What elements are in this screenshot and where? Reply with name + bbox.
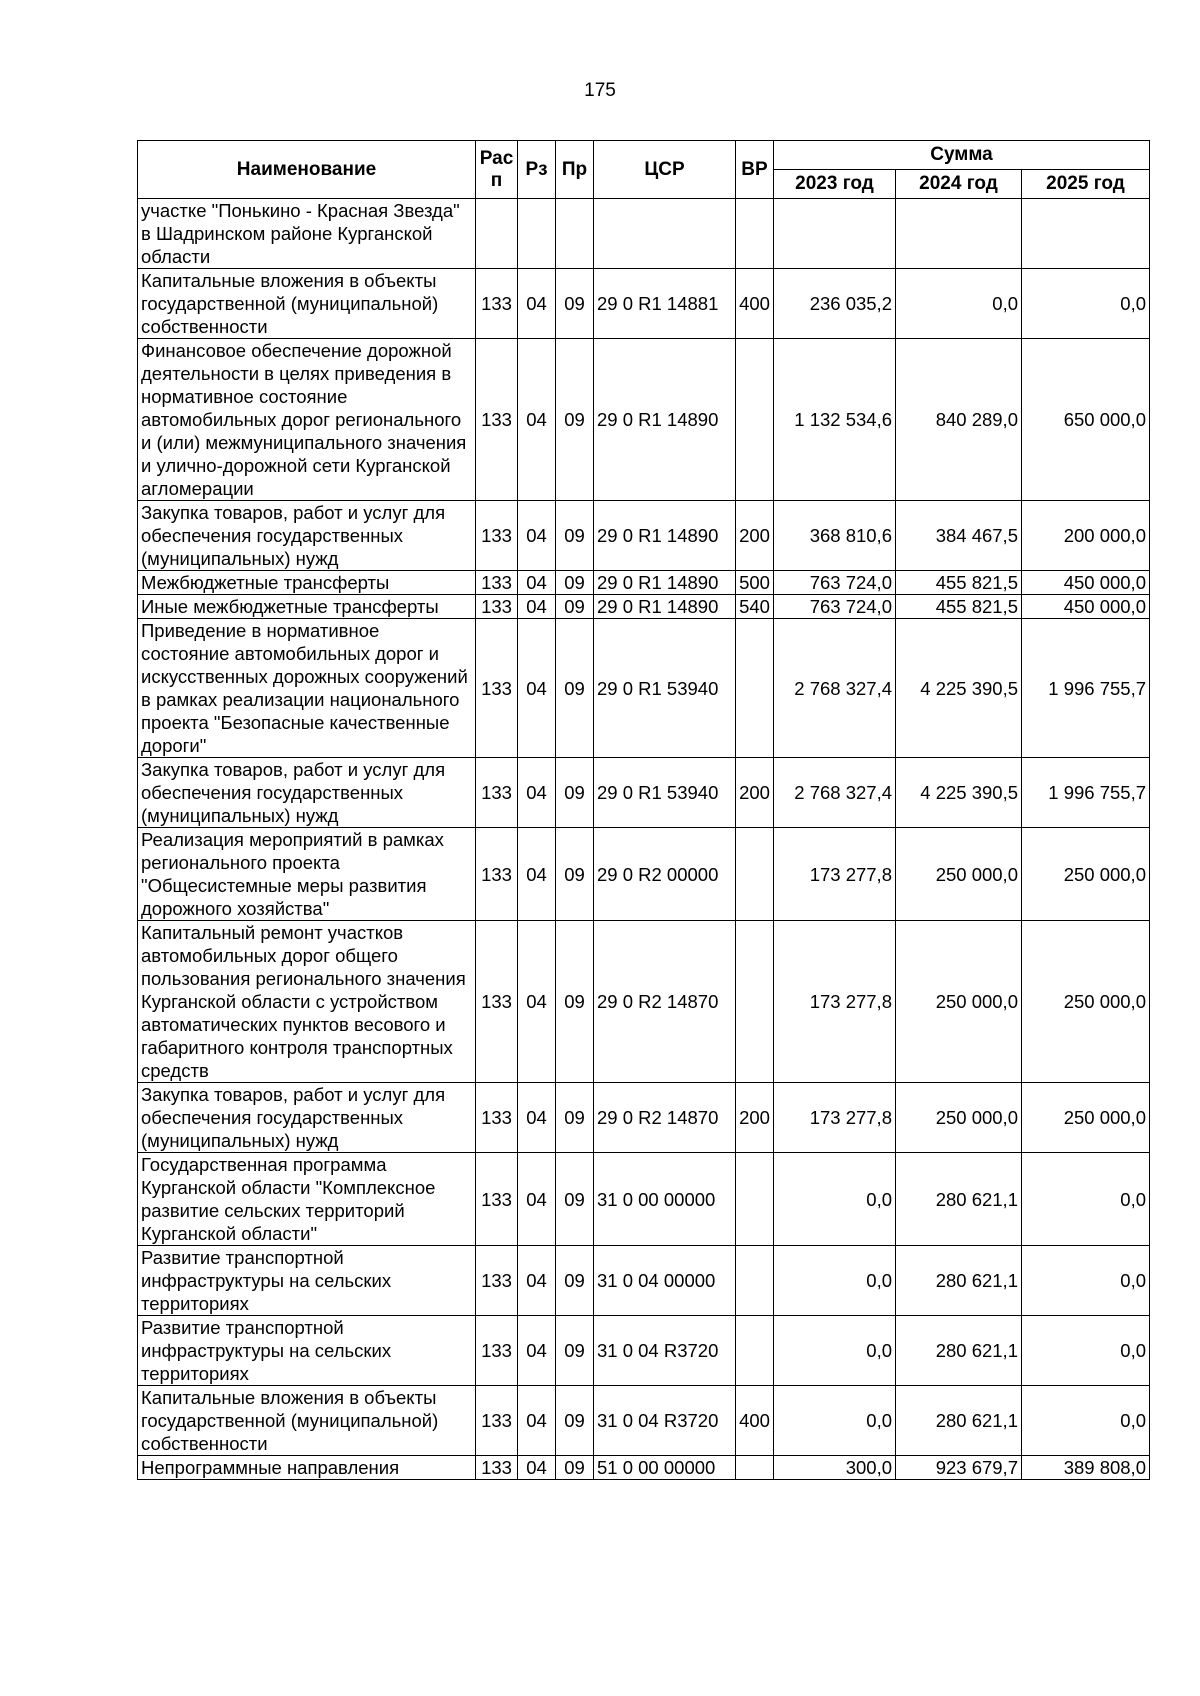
- cell-pr: 09: [556, 1386, 594, 1456]
- cell-name: Капитальные вложения в объекты государственной (муниципальной) собственности: [138, 269, 476, 339]
- header-year-2024: 2024 год: [896, 170, 1022, 199]
- cell-pr: 09: [556, 1083, 594, 1153]
- cell-name: Развитие транспортной инфраструктуры на сельских территориях: [138, 1246, 476, 1316]
- cell-pr: 09: [556, 501, 594, 571]
- cell-vr: [736, 339, 774, 501]
- cell-2024: 280 621,1: [896, 1246, 1022, 1316]
- cell-rasp: 133: [476, 1456, 518, 1480]
- cell-csr: [594, 199, 736, 269]
- cell-vr: [736, 199, 774, 269]
- cell-pr: 09: [556, 1456, 594, 1480]
- cell-2023: 368 810,6: [774, 501, 896, 571]
- cell-rz: 04: [518, 339, 556, 501]
- cell-name: Реализация мероприятий в рамках регионального проекта "Общесистемные меры развития дорожного хозяйства": [138, 828, 476, 921]
- cell-2023: 1 132 534,6: [774, 339, 896, 501]
- table-row: [138, 501, 1150, 571]
- cell-name: участке "Понькино - Красная Звезда" в Шадринском районе Курганской области: [138, 199, 476, 269]
- cell-pr: 09: [556, 269, 594, 339]
- cell-pr: 09: [556, 921, 594, 1083]
- cell-2024: 4 225 390,5: [896, 619, 1022, 758]
- cell-pr: 09: [556, 1316, 594, 1386]
- cell-2024: 280 621,1: [896, 1316, 1022, 1386]
- cell-csr: 51 0 00 00000: [594, 1456, 736, 1480]
- cell-2023: 0,0: [774, 1386, 896, 1456]
- cell-name: Финансовое обеспечение дорожной деятельности в целях приведения в нормативное состояние автомобильных дорог регионального и (или) межмуниципального значения и улично-дорожной сети Курганской агломерации: [138, 339, 476, 501]
- cell-rasp: 133: [476, 921, 518, 1083]
- cell-rasp: 133: [476, 501, 518, 571]
- cell-rasp: 133: [476, 1246, 518, 1316]
- cell-name: Закупка товаров, работ и услуг для обеспечения государственных (муниципальных) нужд: [138, 1083, 476, 1153]
- cell-2024: 0,0: [896, 269, 1022, 339]
- cell-2025: 0,0: [1022, 269, 1150, 339]
- cell-vr: [736, 1153, 774, 1246]
- cell-2023: [774, 199, 896, 269]
- cell-csr: 29 0 R1 53940: [594, 758, 736, 828]
- cell-rasp: 133: [476, 1153, 518, 1246]
- cell-rz: 04: [518, 1246, 556, 1316]
- cell-name: Межбюджетные трансферты: [138, 571, 476, 595]
- table-row: [138, 1083, 1150, 1153]
- table-row: [138, 571, 1150, 595]
- table-row: [138, 758, 1150, 828]
- table-row: [138, 1456, 1150, 1480]
- cell-2025: 0,0: [1022, 1153, 1150, 1246]
- cell-2023: 173 277,8: [774, 828, 896, 921]
- table-row: [138, 1386, 1150, 1456]
- cell-csr: 29 0 R2 00000: [594, 828, 736, 921]
- cell-csr: 29 0 R1 14890: [594, 595, 736, 619]
- cell-vr: [736, 1456, 774, 1480]
- cell-rasp: 133: [476, 595, 518, 619]
- cell-name: Развитие транспортной инфраструктуры на сельских территориях: [138, 1316, 476, 1386]
- header-year-2023: 2023 год: [774, 170, 896, 199]
- cell-2025: [1022, 199, 1150, 269]
- cell-2023: 173 277,8: [774, 1083, 896, 1153]
- cell-2024: 280 621,1: [896, 1386, 1022, 1456]
- cell-vr: 200: [736, 758, 774, 828]
- cell-vr: 200: [736, 1083, 774, 1153]
- cell-vr: [736, 1316, 774, 1386]
- cell-csr: 31 0 04 R3720: [594, 1386, 736, 1456]
- cell-rz: [518, 199, 556, 269]
- cell-2025: 200 000,0: [1022, 501, 1150, 571]
- cell-rz: 04: [518, 758, 556, 828]
- cell-csr: 29 0 R1 14881: [594, 269, 736, 339]
- cell-2023: 2 768 327,4: [774, 758, 896, 828]
- cell-rz: 04: [518, 269, 556, 339]
- cell-csr: 29 0 R1 14890: [594, 571, 736, 595]
- cell-2025: 0,0: [1022, 1386, 1150, 1456]
- cell-csr: 29 0 R1 14890: [594, 339, 736, 501]
- cell-2023: 0,0: [774, 1153, 896, 1246]
- cell-rasp: 133: [476, 339, 518, 501]
- header-row-top: [138, 141, 1150, 170]
- table-row: [138, 269, 1150, 339]
- cell-2024: [896, 199, 1022, 269]
- page-number: 175: [584, 80, 616, 101]
- cell-vr: [736, 1246, 774, 1316]
- cell-2025: 1 996 755,7: [1022, 619, 1150, 758]
- cell-2024: 455 821,5: [896, 595, 1022, 619]
- cell-2024: 250 000,0: [896, 828, 1022, 921]
- cell-rz: 04: [518, 1083, 556, 1153]
- cell-vr: [736, 828, 774, 921]
- cell-2024: 384 467,5: [896, 501, 1022, 571]
- cell-pr: 09: [556, 1246, 594, 1316]
- cell-csr: 29 0 R1 14890: [594, 501, 736, 571]
- cell-2025: 650 000,0: [1022, 339, 1150, 501]
- table-row: [138, 1153, 1150, 1246]
- cell-rz: 04: [518, 828, 556, 921]
- header-sum: Сумма: [774, 141, 1150, 170]
- cell-name: Иные межбюджетные трансферты: [138, 595, 476, 619]
- cell-rasp: 133: [476, 269, 518, 339]
- cell-pr: 09: [556, 595, 594, 619]
- cell-2023: 0,0: [774, 1246, 896, 1316]
- cell-2024: 840 289,0: [896, 339, 1022, 501]
- cell-rasp: 133: [476, 828, 518, 921]
- cell-rz: 04: [518, 1386, 556, 1456]
- cell-vr: 400: [736, 1386, 774, 1456]
- cell-name: Закупка товаров, работ и услуг для обеспечения государственных (муниципальных) нужд: [138, 758, 476, 828]
- cell-2024: 250 000,0: [896, 921, 1022, 1083]
- cell-pr: 09: [556, 619, 594, 758]
- cell-rz: 04: [518, 921, 556, 1083]
- cell-rasp: 133: [476, 1386, 518, 1456]
- cell-2025: 0,0: [1022, 1246, 1150, 1316]
- header-year-2025: 2025 год: [1022, 170, 1150, 199]
- cell-rasp: 133: [476, 619, 518, 758]
- cell-2024: 455 821,5: [896, 571, 1022, 595]
- header-csr: ЦСР: [594, 141, 736, 199]
- header-name: Наименование: [138, 141, 476, 199]
- budget-table: [137, 140, 1150, 1480]
- header-rasp: Рас п: [476, 141, 518, 199]
- cell-vr: 540: [736, 595, 774, 619]
- cell-vr: [736, 619, 774, 758]
- cell-pr: [556, 199, 594, 269]
- table-row: [138, 1246, 1150, 1316]
- header-pr: Пр: [556, 141, 594, 199]
- cell-2025: 250 000,0: [1022, 921, 1150, 1083]
- cell-rz: 04: [518, 595, 556, 619]
- cell-rz: 04: [518, 501, 556, 571]
- cell-name: Закупка товаров, работ и услуг для обеспечения государственных (муниципальных) нужд: [138, 501, 476, 571]
- cell-csr: 31 0 00 00000: [594, 1153, 736, 1246]
- cell-name: Приведение в нормативное состояние автомобильных дорог и искусственных дорожных сооружений в рамках реализации национального проекта "Безопасные качественные дороги": [138, 619, 476, 758]
- table-row: [138, 619, 1150, 758]
- cell-rz: 04: [518, 619, 556, 758]
- cell-pr: 09: [556, 571, 594, 595]
- cell-pr: 09: [556, 758, 594, 828]
- cell-name: Капитальные вложения в объекты государственной (муниципальной) собственности: [138, 1386, 476, 1456]
- cell-csr: 31 0 04 R3720: [594, 1316, 736, 1386]
- table-body: [138, 199, 1150, 1480]
- table-row: [138, 1316, 1150, 1386]
- cell-csr: 29 0 R2 14870: [594, 1083, 736, 1153]
- cell-name: Государственная программа Курганской области "Комплексное развитие сельских территорий Курганской области": [138, 1153, 476, 1246]
- cell-2023: 2 768 327,4: [774, 619, 896, 758]
- cell-rasp: 133: [476, 758, 518, 828]
- cell-2025: 250 000,0: [1022, 1083, 1150, 1153]
- cell-csr: 31 0 04 00000: [594, 1246, 736, 1316]
- cell-rasp: 133: [476, 1083, 518, 1153]
- cell-2023: 0,0: [774, 1316, 896, 1386]
- cell-2025: 450 000,0: [1022, 595, 1150, 619]
- cell-rasp: [476, 199, 518, 269]
- cell-2024: 4 225 390,5: [896, 758, 1022, 828]
- cell-pr: 09: [556, 828, 594, 921]
- table-row: [138, 199, 1150, 269]
- cell-2025: 250 000,0: [1022, 828, 1150, 921]
- header-vr: ВР: [736, 141, 774, 199]
- cell-csr: 29 0 R2 14870: [594, 921, 736, 1083]
- table-row: [138, 595, 1150, 619]
- cell-csr: 29 0 R1 53940: [594, 619, 736, 758]
- cell-2025: 389 808,0: [1022, 1456, 1150, 1480]
- cell-rz: 04: [518, 1316, 556, 1386]
- cell-2023: 173 277,8: [774, 921, 896, 1083]
- cell-2025: 450 000,0: [1022, 571, 1150, 595]
- cell-2024: 923 679,7: [896, 1456, 1022, 1480]
- cell-pr: 09: [556, 1153, 594, 1246]
- cell-2023: 763 724,0: [774, 571, 896, 595]
- cell-pr: 09: [556, 339, 594, 501]
- cell-name: Капитальный ремонт участков автомобильных дорог общего пользования регионального значения Курганской области с устройством автоматических пунктов весового и габаритного контроля транспортных средств: [138, 921, 476, 1083]
- table-row: [138, 339, 1150, 501]
- cell-2024: 250 000,0: [896, 1083, 1022, 1153]
- cell-vr: 400: [736, 269, 774, 339]
- cell-name: Непрограммные направления: [138, 1456, 476, 1480]
- cell-vr: 200: [736, 501, 774, 571]
- cell-2023: 763 724,0: [774, 595, 896, 619]
- cell-rz: 04: [518, 571, 556, 595]
- header-rz: Рз: [518, 141, 556, 199]
- cell-rz: 04: [518, 1153, 556, 1246]
- cell-rasp: 133: [476, 1316, 518, 1386]
- cell-2023: 300,0: [774, 1456, 896, 1480]
- cell-rasp: 133: [476, 571, 518, 595]
- cell-vr: [736, 921, 774, 1083]
- cell-2025: 1 996 755,7: [1022, 758, 1150, 828]
- table-row: [138, 921, 1150, 1083]
- table-row: [138, 828, 1150, 921]
- cell-2025: 0,0: [1022, 1316, 1150, 1386]
- cell-vr: 500: [736, 571, 774, 595]
- cell-2023: 236 035,2: [774, 269, 896, 339]
- cell-2024: 280 621,1: [896, 1153, 1022, 1246]
- cell-rz: 04: [518, 1456, 556, 1480]
